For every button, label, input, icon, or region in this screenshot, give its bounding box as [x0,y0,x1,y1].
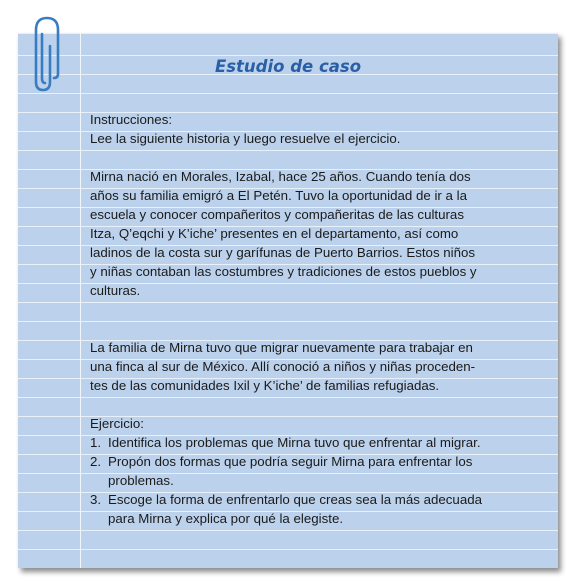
exercise-item-text: para Mirna y explica por qué la elegiste. [108,511,344,526]
case-study-title: Estudio de caso [214,57,362,76]
story-line: tes de las comunidades Ixil y K’iche’ de familias refugiadas. [90,378,440,393]
spacer [90,300,550,338]
spacer [90,395,550,414]
story-paragraph-2 [90,338,550,395]
story-line: escuela y conocer compañeritos y compañeritas de las culturas [90,207,464,222]
story-line: ladinos de la costa sur y garífunas de Puerto Barrios. Estos niños [90,245,476,260]
exercise-item-text: Escoge la forma de enfrentarlo que creas sea la más adecuada [108,492,483,507]
exercise-item-1 [90,433,550,452]
exercise-item-number: 2. [90,454,102,469]
case-study-card [18,33,558,568]
exercise-item-2 [90,452,550,490]
story-line: y niñas contaban las costumbres y tradiciones de estos pueblos y [90,264,477,279]
story-line: Itza, Q’eqchi y K’iche’ presentes en el departamento, así como [90,226,459,241]
exercise-item-3 [90,490,550,528]
exercise-item-number: 3. [90,492,102,507]
spacer [90,148,550,167]
case-study-content [90,110,550,528]
exercise-item-number: 1. [90,435,102,450]
story-line: una finca al sur de México. Allí conoció a niños y niñas proceden- [90,359,476,374]
story-line: años su familia emigró a El Petén. Tuvo la oportunidad de ir a la [90,188,467,203]
exercise-item-text: Identifica los problemas que Mirna tuvo que enfrentar al migrar. [108,435,481,450]
paperclip-icon [30,12,64,94]
instructions-text: Lee la siguiente historia y luego resuelve el ejercicio. [90,131,401,146]
story-line: La familia de Mirna tuvo que migrar nuevamente para trabajar en [90,340,473,355]
exercise-heading: Ejercicio: [90,416,144,431]
story-paragraph-1 [90,167,550,300]
exercise-item-text: Propón dos formas que podría seguir Mirna para enfrentar los [108,454,473,469]
story-line: culturas. [90,283,141,298]
notebook-margin-line [80,33,81,568]
instructions-heading: Instrucciones: [90,112,173,127]
story-line: Mirna nació en Morales, Izabal, hace 25 años. Cuando tenía dos [90,169,471,184]
exercise-list [90,433,550,528]
exercise-item-text: problemas. [108,473,174,488]
